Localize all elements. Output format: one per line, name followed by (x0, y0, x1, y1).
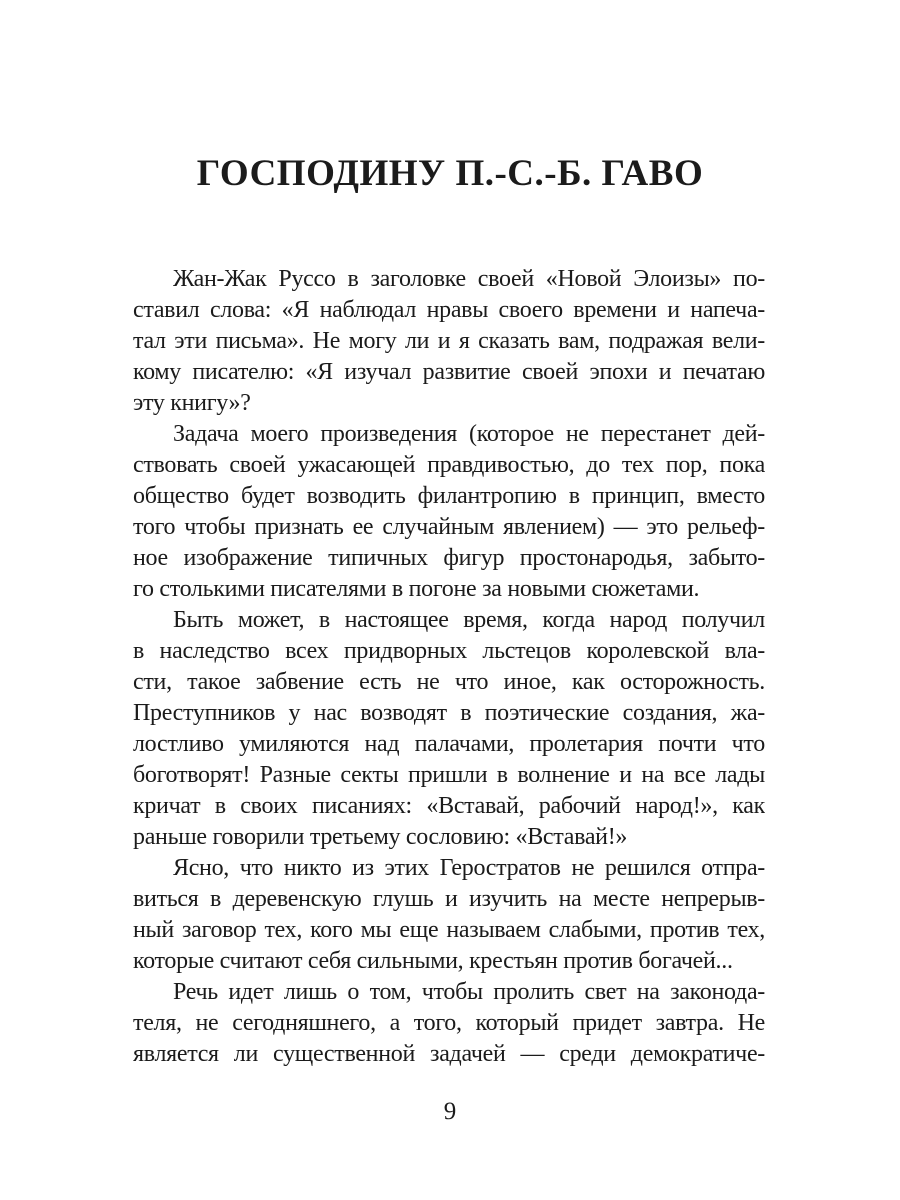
text-line: ный заговор тех, кого мы еще называем слабыми, против тех, (133, 917, 765, 943)
text-line: Быть может, в настоящее время, когда народ получил (173, 607, 765, 633)
text-line: тал эти письма». Не могу ли и я сказать вам, подражая вели- (133, 328, 765, 354)
text-line: сти, такое забвение есть не что иное, как осторожность. (133, 669, 765, 695)
text-line: боготворят! Разные секты пришли в волнение и на все лады (133, 762, 765, 788)
text-line: теля, не сегодняшнего, а того, который придет завтра. Не (133, 1010, 765, 1036)
text-line: в наследство всех придворных льстецов королевской вла- (133, 638, 765, 664)
text-line: Преступников у нас возводят в поэтические создания, жа- (133, 700, 765, 726)
page-number: 9 (443, 1098, 457, 1125)
text-line: го столькими писателями в погоне за новыми сюжетами. (133, 576, 700, 602)
paragraph (133, 605, 765, 853)
chapter-title: ГОСПОДИНУ П.-С.-Б. ГАВО (196, 153, 704, 194)
body-text (133, 264, 765, 1070)
text-line: Речь идет лишь о том, чтобы пролить свет на законода- (173, 979, 765, 1005)
paragraph (133, 977, 765, 1070)
text-line: общество будет возводить филантропию в принцип, вместо (133, 483, 765, 509)
text-line: которые считают себя сильными, крестьян против богачей... (133, 948, 733, 974)
paragraph (133, 419, 765, 605)
text-line: Задача моего произведения (которое не перестанет дей- (173, 421, 765, 447)
text-line: ставил слова: «Я наблюдал нравы своего времени и напеча- (133, 297, 765, 323)
text-line: Жан-Жак Руссо в заголовке своей «Новой Элоизы» по- (173, 266, 765, 292)
text-line: раньше говорили третьему сословию: «Вставай!» (133, 824, 628, 850)
text-line: кому писателю: «Я изучал развитие своей эпохи и печатаю (133, 359, 765, 385)
text-line: эту книгу»? (133, 390, 251, 416)
text-line: Ясно, что никто из этих Геростратов не решился отпра- (173, 855, 765, 881)
text-line: кричат в своих писаниях: «Вставай, рабочий народ!», как (133, 793, 765, 819)
text-line: лостливо умиляются над палачами, пролетария почти что (133, 731, 765, 757)
paragraph (133, 853, 765, 977)
text-line: того чтобы признать ее случайным явлением) — это рельеф- (133, 514, 765, 540)
text-line: ное изображение типичных фигур простонародья, забыто- (133, 545, 765, 571)
text-line: является ли существенной задачей — среди демократиче- (133, 1041, 765, 1067)
text-line: ствовать своей ужасающей правдивостью, до тех пор, пока (133, 452, 765, 478)
paragraph (133, 264, 765, 419)
text-line: виться в деревенскую глушь и изучить на месте непрерыв- (133, 886, 765, 912)
